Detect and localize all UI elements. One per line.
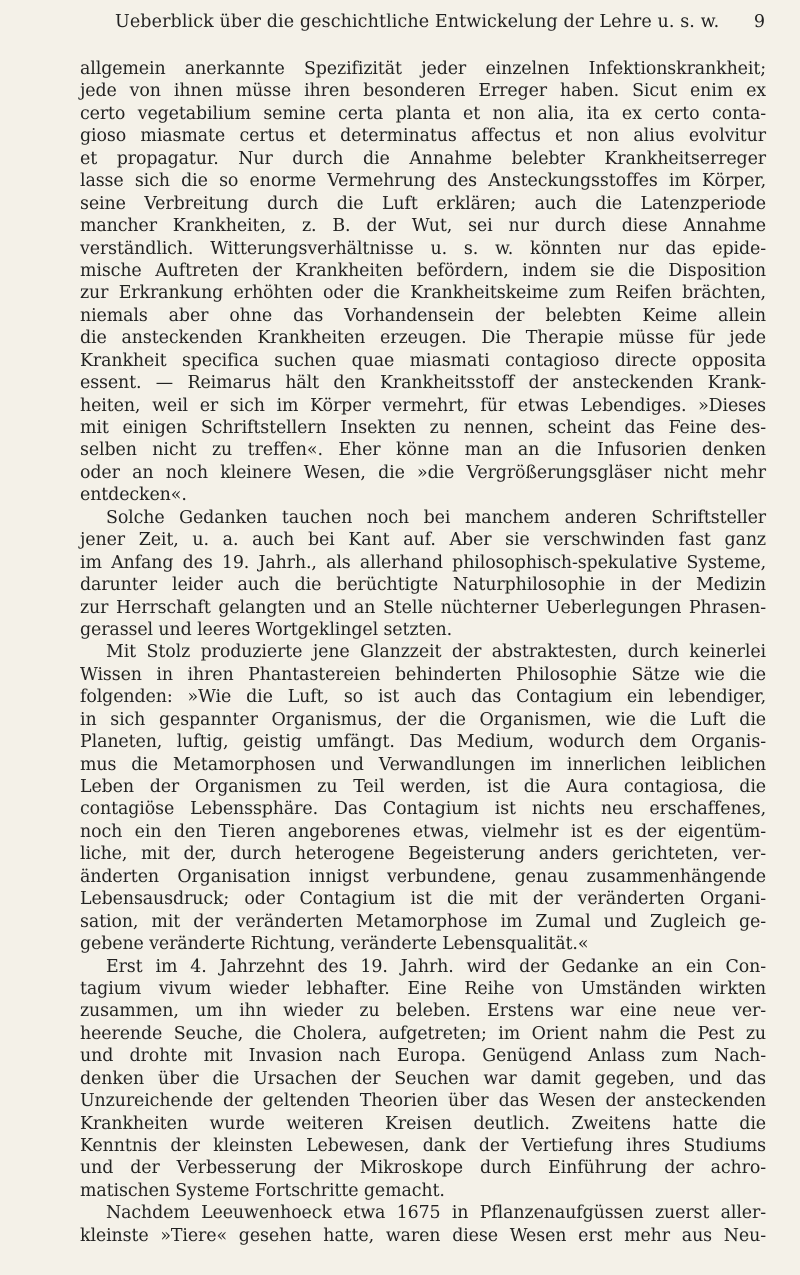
text-line: in sich gespannter Organismus, der die Organismen, wie die Luft die (80, 709, 766, 730)
page-number: 9 (753, 12, 765, 32)
text-line: Leben der Organismen zu Teil werden, ist die Aura contagiosa, die (80, 777, 766, 797)
text-line: niemals aber ohne das Vorhandensein der belebten Keime allein (80, 305, 766, 326)
text-line: gebene veränderte Richtung, veränderte Lebensqualität.« (80, 934, 589, 955)
text-line: Krankheit specifica suchen quae miasmati contagioso directe opposita (80, 350, 766, 371)
text-line: gerassel und leeres Wortgeklingel setzten. (80, 619, 453, 640)
text-line: certo vegetabilium semine certa planta et non alia, ita ex certo conta- (80, 103, 766, 124)
text-line: und der Verbesserung der Mikroskope durch Einführung der achro- (80, 1158, 766, 1179)
text-line: sation, mit der veränderten Metamorphose im Zumal und Zugleich ge- (80, 911, 766, 932)
text-line: oder an noch kleinere Wesen, die »die Vergrößerungsgläser nicht mehr (80, 462, 766, 483)
text-line: jede von ihnen müsse ihren besonderen Erreger haben. Sicut enim ex (80, 81, 766, 102)
text-line: Erst im 4. Jahrzehnt des 19. Jahrh. wird der Gedanke an ein Con- (106, 956, 766, 977)
text-line: mancher Krankheiten, z. B. der Wut, sei nur durch diese Annahme (80, 216, 766, 237)
text-line: mus die Metamorphosen und Verwandlungen im innerlichen leiblichen (80, 754, 766, 775)
page-header (115, 12, 765, 42)
text-line: essent. — Reimarus hält den Krankheitsstoff der ansteckenden Krank- (80, 373, 766, 394)
text-line: contagiöse Lebenssphäre. Das Contagium ist nichts neu erschaffenes, (80, 799, 766, 820)
text-line: mit einigen Schriftstellern Insekten zu nennen, scheint das Feine des- (80, 418, 766, 438)
text-line: und drohte mit Invasion nach Europa. Genügend Anlass zum Nach- (80, 1046, 766, 1067)
body-text (80, 58, 766, 1247)
text-line: liche, mit der, durch heterogene Begeisterung anders gerichteten, ver- (80, 844, 766, 865)
text-line: zur Erkrankung erhöhten oder die Krankheitskeime zum Reifen brächten, (80, 283, 766, 304)
text-line: kleinste »Tiere« gesehen hatte, waren diese Wesen erst mehr aus Neu- (80, 1225, 766, 1246)
text-line: Lebensausdruck; oder Contagium ist die mit der veränderten Organi- (80, 889, 766, 910)
text-line: Wissen in ihren Phantastereien behinderten Philosophie Sätze wie die (80, 664, 766, 685)
text-line: entdecken«. (80, 485, 187, 506)
text-line: die ansteckenden Krankheiten erzeugen. Die Therapie müsse für jede (80, 328, 766, 349)
text-line: änderten Organisation innigst verbundene, genau zusammenhängende (80, 866, 766, 887)
text-line: zusammen, um ihn wieder zu beleben. Erstens war eine neue ver- (80, 1001, 766, 1022)
text-line: heiten, weil er sich im Körper vermehrt, für etwas Lebendiges. »Dieses (80, 395, 766, 416)
text-line: gioso miasmate certus et determinatus affectus et non alius evolvitur (80, 126, 766, 147)
text-line: allgemein anerkannte Spezifizität jeder einzelnen Infektionskrankheit; (80, 59, 766, 79)
text-line: zur Herrschaft gelangten und an Stelle nüchterner Ueberlegungen Phrasen- (80, 597, 766, 618)
running-title: Ueberblick über die geschichtliche Entwickelung der Lehre u. s. w. (115, 12, 720, 32)
text-line: mische Auftreten der Krankheiten befördern, indem sie die Disposition (80, 260, 766, 281)
text-line: folgenden: »Wie die Luft, so ist auch das Contagium ein lebendiger, (80, 687, 766, 708)
text-line: verständlich. Witterungsverhältnisse u. s. w. könnten nur das epide- (80, 238, 766, 259)
text-line: Unzureichende der geltenden Theorien über das Wesen der ansteckenden (80, 1091, 766, 1112)
text-line: et propagatur. Nur durch die Annahme belebter Krankheitserreger (80, 148, 766, 169)
text-line: Kenntnis der kleinsten Lebewesen, dank der Vertiefung ihres Studiums (80, 1136, 766, 1156)
text-line: Planeten, luftig, geistig umfängt. Das Medium, wodurch dem Organis- (80, 732, 766, 753)
text-line: Krankheiten wurde weiteren Kreisen deutlich. Zweitens hatte die (80, 1113, 766, 1134)
text-line: darunter leider auch die berüchtigte Naturphilosophie in der Medizin (80, 575, 766, 596)
text-line: lasse sich die so enorme Vermehrung des Ansteckungsstoffes im Körper, (80, 171, 766, 192)
text-line: im Anfang des 19. Jahrh., als allerhand philosophisch-spekulative Systeme, (80, 552, 766, 573)
text-line: heerende Seuche, die Cholera, aufgetreten; im Orient nahm die Pest zu (80, 1023, 766, 1044)
text-line: jener Zeit, u. a. auch bei Kant auf. Aber sie verschwinden fast ganz (80, 530, 766, 551)
text-line: Mit Stolz produzierte jene Glanzzeit der abstraktesten, durch keinerlei (106, 642, 766, 663)
text-line: denken über die Ursachen der Seuchen war damit gegeben, und das (80, 1068, 766, 1089)
text-line: Nachdem Leeuwenhoeck etwa 1675 in Pflanzenaufgüssen zuerst aller- (106, 1203, 766, 1224)
text-line: selben nicht zu treffen«. Eher könne man an die Infusorien denken (80, 440, 766, 461)
text-line: noch ein den Tieren angeborenes etwas, vielmehr ist es der eigentüm- (80, 821, 766, 842)
text-line: Solche Gedanken tauchen noch bei manchem anderen Schriftsteller (106, 507, 766, 528)
text-line: seine Verbreitung durch die Luft erklären; auch die Latenzperiode (80, 193, 766, 214)
text-line: matischen Systeme Fortschritte gemacht. (80, 1180, 445, 1201)
text-line: tagium vivum wieder lebhafter. Eine Reihe von Umständen wirkten (80, 978, 766, 999)
